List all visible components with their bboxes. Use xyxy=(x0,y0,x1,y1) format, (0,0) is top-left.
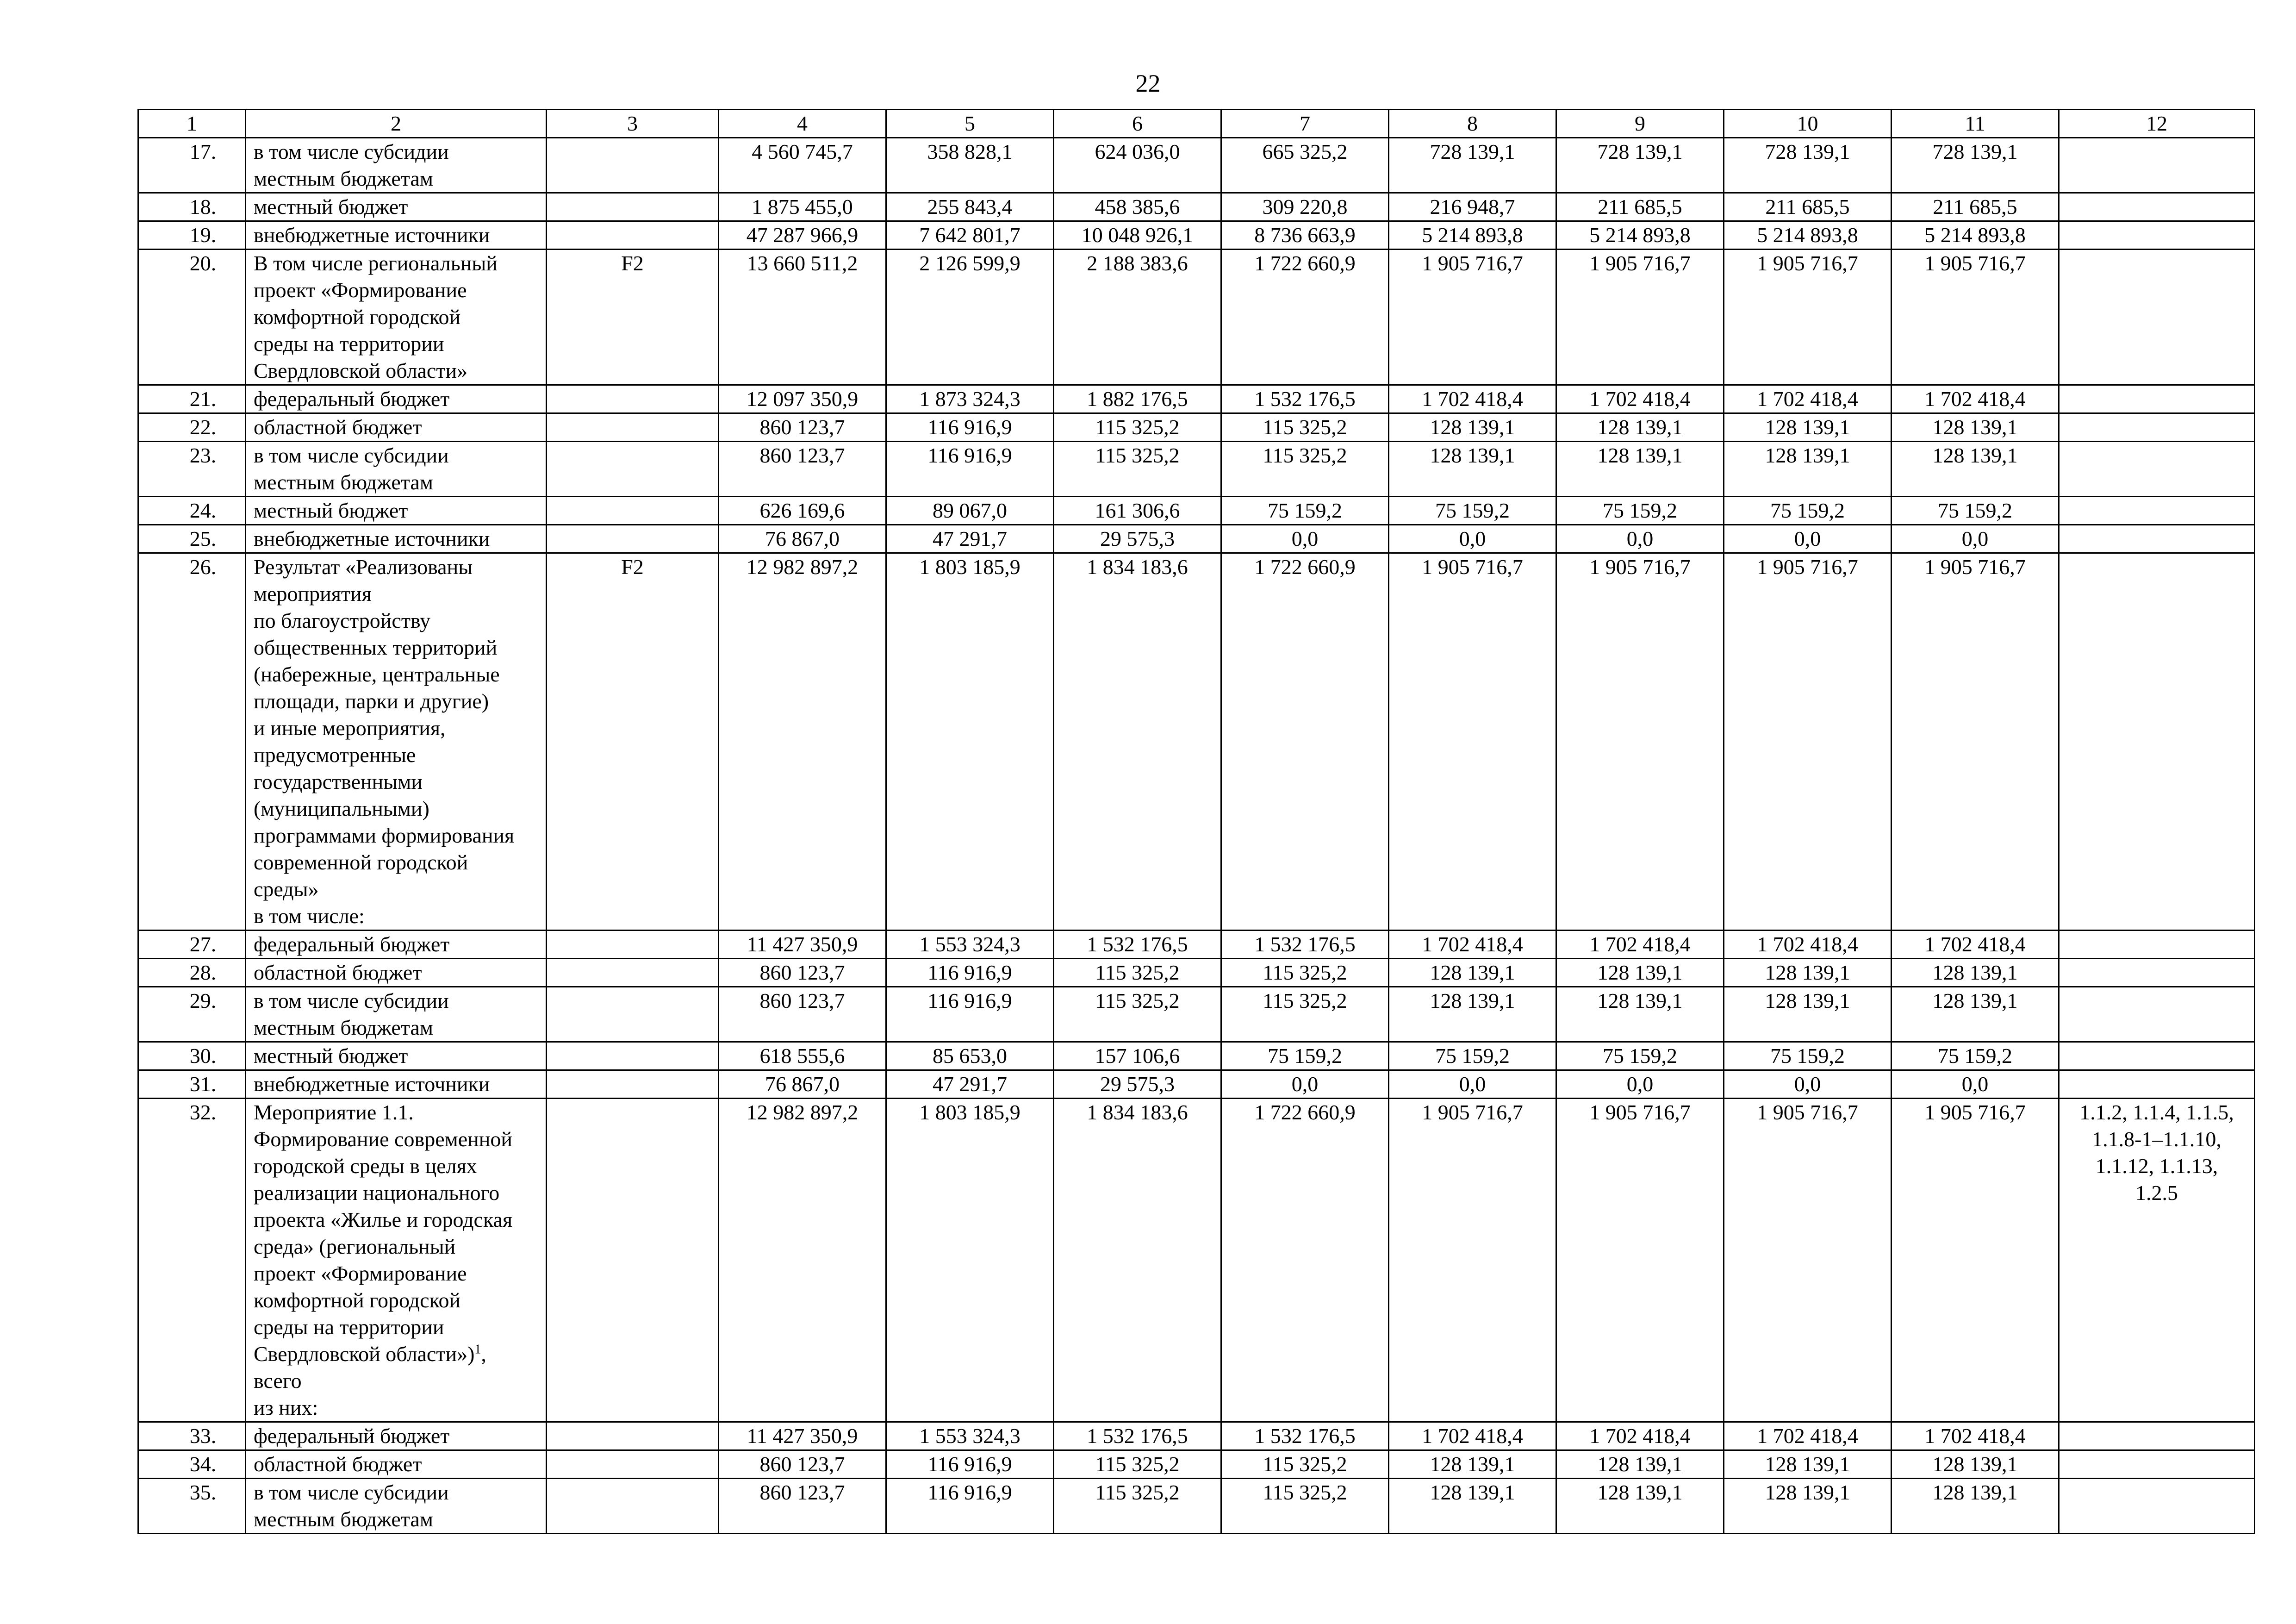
value-cell: 116 916,9 xyxy=(886,1450,1054,1479)
row-code xyxy=(547,385,719,413)
value-cell: 115 325,2 xyxy=(1054,413,1221,442)
header-cell: 12 xyxy=(2059,110,2255,138)
value-cell: 1 905 716,7 xyxy=(1556,250,1724,385)
table-row xyxy=(138,931,2255,959)
table-row xyxy=(138,442,2255,497)
value-cell: 12 982 897,2 xyxy=(719,553,886,931)
value-cell: 75 159,2 xyxy=(1389,1042,1556,1070)
value-cell: 128 139,1 xyxy=(1724,987,1892,1042)
value-cell: 1 702 418,4 xyxy=(1724,1422,1892,1450)
value-cell: 29 575,3 xyxy=(1054,525,1221,553)
value-cell: 1 905 716,7 xyxy=(1892,1099,2059,1422)
value-cell: 216 948,7 xyxy=(1389,193,1556,221)
value-cell: 860 123,7 xyxy=(719,1479,886,1534)
row-reference xyxy=(2059,442,2255,497)
value-cell: 128 139,1 xyxy=(1389,987,1556,1042)
value-cell: 8 736 663,9 xyxy=(1221,221,1389,250)
value-cell: 358 828,1 xyxy=(886,138,1054,193)
value-cell: 1 873 324,3 xyxy=(886,385,1054,413)
value-cell: 1 834 183,6 xyxy=(1054,1099,1221,1422)
row-name-text: федеральный бюджет xyxy=(254,387,450,411)
table-row xyxy=(138,497,2255,525)
row-code xyxy=(547,1422,719,1450)
header-cell: 3 xyxy=(547,110,719,138)
row-reference xyxy=(2059,931,2255,959)
header-cell: 5 xyxy=(886,110,1054,138)
value-cell: 1 702 418,4 xyxy=(1892,1422,2059,1450)
value-cell: 624 036,0 xyxy=(1054,138,1221,193)
row-name xyxy=(246,138,547,193)
row-number: 20. xyxy=(138,250,246,385)
value-cell: 1 702 418,4 xyxy=(1892,385,2059,413)
table-row xyxy=(138,1070,2255,1099)
header-cell: 6 xyxy=(1054,110,1221,138)
value-cell: 115 325,2 xyxy=(1054,1479,1221,1534)
row-code xyxy=(547,1479,719,1534)
value-cell: 5 214 893,8 xyxy=(1389,221,1556,250)
value-cell: 0,0 xyxy=(1556,525,1724,553)
value-cell: 115 325,2 xyxy=(1054,442,1221,497)
value-cell: 1 702 418,4 xyxy=(1724,931,1892,959)
row-code xyxy=(547,525,719,553)
table-row xyxy=(138,1042,2255,1070)
value-cell: 618 555,6 xyxy=(719,1042,886,1070)
row-number: 35. xyxy=(138,1479,246,1534)
row-reference xyxy=(2059,959,2255,987)
value-cell: 1 875 455,0 xyxy=(719,193,886,221)
header-cell: 9 xyxy=(1556,110,1724,138)
row-name-text: внебюджетные источники xyxy=(254,1072,490,1096)
row-name-text: внебюджетные источники xyxy=(254,527,490,550)
value-cell: 1 702 418,4 xyxy=(1724,385,1892,413)
value-cell: 1 532 176,5 xyxy=(1221,385,1389,413)
value-cell: 860 123,7 xyxy=(719,1450,886,1479)
row-name xyxy=(246,1479,547,1534)
row-name xyxy=(246,250,547,385)
value-cell: 1 532 176,5 xyxy=(1054,1422,1221,1450)
table-row xyxy=(138,250,2255,385)
value-cell: 1 722 660,9 xyxy=(1221,1099,1389,1422)
row-name xyxy=(246,959,547,987)
row-name xyxy=(246,1070,547,1099)
value-cell: 2 188 383,6 xyxy=(1054,250,1221,385)
header-cell: 2 xyxy=(246,110,547,138)
value-cell: 728 139,1 xyxy=(1556,138,1724,193)
row-reference xyxy=(2059,553,2255,931)
value-cell: 0,0 xyxy=(1892,525,2059,553)
row-number: 27. xyxy=(138,931,246,959)
value-cell: 161 306,6 xyxy=(1054,497,1221,525)
value-cell: 115 325,2 xyxy=(1054,987,1221,1042)
row-code xyxy=(547,221,719,250)
value-cell: 5 214 893,8 xyxy=(1892,221,2059,250)
value-cell: 5 214 893,8 xyxy=(1724,221,1892,250)
row-name xyxy=(246,931,547,959)
value-cell: 0,0 xyxy=(1556,1070,1724,1099)
value-cell: 1 702 418,4 xyxy=(1389,931,1556,959)
value-cell: 128 139,1 xyxy=(1724,413,1892,442)
row-code xyxy=(547,1099,719,1422)
value-cell: 157 106,6 xyxy=(1054,1042,1221,1070)
row-reference xyxy=(2059,497,2255,525)
row-number: 19. xyxy=(138,221,246,250)
value-cell: 128 139,1 xyxy=(1892,442,2059,497)
value-cell: 75 159,2 xyxy=(1724,497,1892,525)
value-cell: 1 702 418,4 xyxy=(1892,931,2059,959)
value-cell: 115 325,2 xyxy=(1221,987,1389,1042)
row-name-text: федеральный бюджет xyxy=(254,932,450,956)
table-row xyxy=(138,385,2255,413)
value-cell: 116 916,9 xyxy=(886,413,1054,442)
header-row xyxy=(138,110,2255,138)
value-cell: 115 325,2 xyxy=(1221,959,1389,987)
table-row xyxy=(138,1479,2255,1534)
value-cell: 128 139,1 xyxy=(1389,1479,1556,1534)
row-number: 32. xyxy=(138,1099,246,1422)
value-cell: 75 159,2 xyxy=(1389,497,1556,525)
row-code: F2 xyxy=(547,250,719,385)
row-name xyxy=(246,525,547,553)
value-cell: 11 427 350,9 xyxy=(719,1422,886,1450)
row-reference xyxy=(2059,987,2255,1042)
value-cell: 128 139,1 xyxy=(1892,959,2059,987)
value-cell: 1 702 418,4 xyxy=(1556,931,1724,959)
value-cell: 0,0 xyxy=(1389,525,1556,553)
value-cell: 211 685,5 xyxy=(1892,193,2059,221)
value-cell: 128 139,1 xyxy=(1556,959,1724,987)
header-cell: 1 xyxy=(138,110,246,138)
row-name xyxy=(246,1099,547,1422)
value-cell: 128 139,1 xyxy=(1724,1450,1892,1479)
value-cell: 1 553 324,3 xyxy=(886,931,1054,959)
row-number: 22. xyxy=(138,413,246,442)
row-reference xyxy=(2059,1450,2255,1479)
header-cell: 11 xyxy=(1892,110,2059,138)
value-cell: 13 660 511,2 xyxy=(719,250,886,385)
row-name xyxy=(246,221,547,250)
value-cell: 860 123,7 xyxy=(719,442,886,497)
value-cell: 1 702 418,4 xyxy=(1556,1422,1724,1450)
row-reference xyxy=(2059,1042,2255,1070)
row-code xyxy=(547,413,719,442)
row-name-text: в том числе субсидии местным бюджетам xyxy=(254,1480,449,1531)
value-cell: 128 139,1 xyxy=(1389,413,1556,442)
row-code xyxy=(547,931,719,959)
row-name xyxy=(246,193,547,221)
row-reference xyxy=(2059,138,2255,193)
value-cell: 860 123,7 xyxy=(719,987,886,1042)
value-cell: 1 702 418,4 xyxy=(1556,385,1724,413)
row-number: 18. xyxy=(138,193,246,221)
row-code xyxy=(547,1450,719,1479)
row-name xyxy=(246,497,547,525)
row-number: 31. xyxy=(138,1070,246,1099)
row-name-text: областной бюджет xyxy=(254,1452,422,1476)
value-cell: 115 325,2 xyxy=(1054,1450,1221,1479)
value-cell: 626 169,6 xyxy=(719,497,886,525)
row-name-text: областной бюджет xyxy=(254,961,422,984)
row-name-text: в том числе субсидии местным бюджетам xyxy=(254,443,449,494)
row-name xyxy=(246,553,547,931)
value-cell: 75 159,2 xyxy=(1556,1042,1724,1070)
row-reference xyxy=(2059,1070,2255,1099)
value-cell: 1 882 176,5 xyxy=(1054,385,1221,413)
row-reference xyxy=(2059,1479,2255,1534)
value-cell: 0,0 xyxy=(1389,1070,1556,1099)
row-number: 34. xyxy=(138,1450,246,1479)
row-code xyxy=(547,1042,719,1070)
table-row xyxy=(138,553,2255,931)
value-cell: 76 867,0 xyxy=(719,525,886,553)
row-code: F2 xyxy=(547,553,719,931)
table-row xyxy=(138,1422,2255,1450)
value-cell: 1 702 418,4 xyxy=(1389,1422,1556,1450)
value-cell: 1 905 716,7 xyxy=(1389,553,1556,931)
value-cell: 128 139,1 xyxy=(1389,959,1556,987)
value-cell: 0,0 xyxy=(1221,525,1389,553)
table-row xyxy=(138,987,2255,1042)
row-reference xyxy=(2059,413,2255,442)
row-reference: 1.1.2, 1.1.4, 1.1.5, 1.1.8-1–1.1.10, 1.1.12, 1.1.13, 1.2.5 xyxy=(2059,1099,2255,1422)
value-cell: 115 325,2 xyxy=(1221,442,1389,497)
value-cell: 128 139,1 xyxy=(1724,442,1892,497)
value-cell: 75 159,2 xyxy=(1221,1042,1389,1070)
value-cell: 128 139,1 xyxy=(1892,1450,2059,1479)
row-code xyxy=(547,442,719,497)
row-name-text: внебюджетные источники xyxy=(254,223,490,247)
value-cell: 1 905 716,7 xyxy=(1724,250,1892,385)
value-cell: 4 560 745,7 xyxy=(719,138,886,193)
header-cell: 7 xyxy=(1221,110,1389,138)
value-cell: 1 532 176,5 xyxy=(1221,1422,1389,1450)
value-cell: 1 905 716,7 xyxy=(1389,250,1556,385)
value-cell: 128 139,1 xyxy=(1389,1450,1556,1479)
header-cell: 8 xyxy=(1389,110,1556,138)
value-cell: 116 916,9 xyxy=(886,442,1054,497)
row-number: 29. xyxy=(138,987,246,1042)
value-cell: 75 159,2 xyxy=(1221,497,1389,525)
value-cell: 0,0 xyxy=(1221,1070,1389,1099)
row-name-text: Мероприятие 1.1. Формирование современной городской среды в целях реализации национального проекта «Жилье и городская среда» (региональный проект «Формирование комфортной городской среды на территории Свердловской области») xyxy=(254,1100,513,1366)
value-cell: 1 532 176,5 xyxy=(1054,931,1221,959)
value-cell: 458 385,6 xyxy=(1054,193,1221,221)
header-cell: 4 xyxy=(719,110,886,138)
row-name-text: в том числе субсидии местным бюджетам xyxy=(254,989,449,1039)
value-cell: 1 722 660,9 xyxy=(1221,250,1389,385)
table-row xyxy=(138,221,2255,250)
value-cell: 12 097 350,9 xyxy=(719,385,886,413)
value-cell: 116 916,9 xyxy=(886,959,1054,987)
value-cell: 728 139,1 xyxy=(1892,138,2059,193)
row-name xyxy=(246,442,547,497)
value-cell: 2 126 599,9 xyxy=(886,250,1054,385)
value-cell: 12 982 897,2 xyxy=(719,1099,886,1422)
value-cell: 47 291,7 xyxy=(886,1070,1054,1099)
row-number: 24. xyxy=(138,497,246,525)
value-cell: 115 325,2 xyxy=(1221,413,1389,442)
row-reference xyxy=(2059,193,2255,221)
row-name-text: федеральный бюджет xyxy=(254,1424,450,1448)
value-cell: 1 905 716,7 xyxy=(1724,553,1892,931)
value-cell: 665 325,2 xyxy=(1221,138,1389,193)
value-cell: 1 905 716,7 xyxy=(1892,553,2059,931)
row-name xyxy=(246,987,547,1042)
row-name xyxy=(246,1422,547,1450)
value-cell: 5 214 893,8 xyxy=(1556,221,1724,250)
row-reference xyxy=(2059,250,2255,385)
value-cell: 75 159,2 xyxy=(1892,1042,2059,1070)
value-cell: 211 685,5 xyxy=(1724,193,1892,221)
row-number: 21. xyxy=(138,385,246,413)
row-name-tail: , всего из них: xyxy=(254,1342,486,1419)
value-cell: 115 325,2 xyxy=(1221,1450,1389,1479)
value-cell: 29 575,3 xyxy=(1054,1070,1221,1099)
value-cell: 76 867,0 xyxy=(719,1070,886,1099)
row-name xyxy=(246,385,547,413)
row-code xyxy=(547,193,719,221)
value-cell: 128 139,1 xyxy=(1892,987,2059,1042)
row-code xyxy=(547,497,719,525)
row-number: 26. xyxy=(138,553,246,931)
value-cell: 47 291,7 xyxy=(886,525,1054,553)
value-cell: 115 325,2 xyxy=(1054,959,1221,987)
row-name xyxy=(246,1450,547,1479)
value-cell: 128 139,1 xyxy=(1556,413,1724,442)
value-cell: 89 067,0 xyxy=(886,497,1054,525)
value-cell: 7 642 801,7 xyxy=(886,221,1054,250)
table-row xyxy=(138,1099,2255,1422)
row-reference xyxy=(2059,385,2255,413)
value-cell: 1 905 716,7 xyxy=(1892,250,2059,385)
value-cell: 116 916,9 xyxy=(886,1479,1054,1534)
budget-table xyxy=(137,109,2255,1534)
value-cell: 1 834 183,6 xyxy=(1054,553,1221,931)
row-number: 23. xyxy=(138,442,246,497)
value-cell: 128 139,1 xyxy=(1389,442,1556,497)
row-number: 30. xyxy=(138,1042,246,1070)
value-cell: 128 139,1 xyxy=(1724,1479,1892,1534)
row-name-text: местный бюджет xyxy=(254,499,408,522)
row-code xyxy=(547,959,719,987)
value-cell: 128 139,1 xyxy=(1556,442,1724,497)
row-name-text: местный бюджет xyxy=(254,195,408,219)
value-cell: 1 722 660,9 xyxy=(1221,553,1389,931)
value-cell: 1 702 418,4 xyxy=(1389,385,1556,413)
value-cell: 0,0 xyxy=(1724,1070,1892,1099)
value-cell: 128 139,1 xyxy=(1556,1479,1724,1534)
value-cell: 75 159,2 xyxy=(1556,497,1724,525)
table-row xyxy=(138,193,2255,221)
value-cell: 1 803 185,9 xyxy=(886,553,1054,931)
value-cell: 116 916,9 xyxy=(886,987,1054,1042)
value-cell: 211 685,5 xyxy=(1556,193,1724,221)
value-cell: 85 653,0 xyxy=(886,1042,1054,1070)
value-cell: 11 427 350,9 xyxy=(719,931,886,959)
table-row xyxy=(138,138,2255,193)
row-name-text: в том числе субсидии местным бюджетам xyxy=(254,140,449,190)
value-cell: 309 220,8 xyxy=(1221,193,1389,221)
value-cell: 728 139,1 xyxy=(1389,138,1556,193)
value-cell: 1 905 716,7 xyxy=(1556,1099,1724,1422)
row-name-text: Результат «Реализованы мероприятия по благоустройству общественных территорий (набережные, центральные площади, парки и другие) и иные мероприятия, предусмотренные государственными (муниципальными) программами формирования современной городской среды» в том числе: xyxy=(254,555,515,928)
row-name xyxy=(246,1042,547,1070)
row-name-text: В том числе региональный проект «Формирование комфортной городской среды на территории Свердловской области» xyxy=(254,251,498,382)
value-cell: 1 803 185,9 xyxy=(886,1099,1054,1422)
value-cell: 128 139,1 xyxy=(1892,1479,2059,1534)
value-cell: 1 905 716,7 xyxy=(1556,553,1724,931)
row-name-text: областной бюджет xyxy=(254,415,422,439)
table-row xyxy=(138,959,2255,987)
value-cell: 75 159,2 xyxy=(1724,1042,1892,1070)
row-reference xyxy=(2059,1422,2255,1450)
value-cell: 860 123,7 xyxy=(719,413,886,442)
table-row xyxy=(138,525,2255,553)
value-cell: 0,0 xyxy=(1892,1070,2059,1099)
value-cell: 1 553 324,3 xyxy=(886,1422,1054,1450)
value-cell: 1 532 176,5 xyxy=(1221,931,1389,959)
table-row xyxy=(138,413,2255,442)
value-cell: 128 139,1 xyxy=(1556,1450,1724,1479)
value-cell: 728 139,1 xyxy=(1724,138,1892,193)
row-code xyxy=(547,987,719,1042)
value-cell: 10 048 926,1 xyxy=(1054,221,1221,250)
value-cell: 860 123,7 xyxy=(719,959,886,987)
value-cell: 47 287 966,9 xyxy=(719,221,886,250)
row-name xyxy=(246,413,547,442)
row-name-text: местный бюджет xyxy=(254,1044,408,1068)
header-cell: 10 xyxy=(1724,110,1892,138)
value-cell: 255 843,4 xyxy=(886,193,1054,221)
value-cell: 1 905 716,7 xyxy=(1389,1099,1556,1422)
row-number: 33. xyxy=(138,1422,246,1450)
value-cell: 128 139,1 xyxy=(1724,959,1892,987)
table-row xyxy=(138,1450,2255,1479)
row-code xyxy=(547,1070,719,1099)
row-code xyxy=(547,138,719,193)
row-reference xyxy=(2059,221,2255,250)
row-number: 25. xyxy=(138,525,246,553)
row-reference xyxy=(2059,525,2255,553)
row-number: 17. xyxy=(138,138,246,193)
value-cell: 128 139,1 xyxy=(1556,987,1724,1042)
value-cell: 128 139,1 xyxy=(1892,413,2059,442)
footnote-mark: 1 xyxy=(474,1342,481,1357)
value-cell: 1 905 716,7 xyxy=(1724,1099,1892,1422)
value-cell: 115 325,2 xyxy=(1221,1479,1389,1534)
page-number: 22 xyxy=(1135,69,1161,97)
value-cell: 75 159,2 xyxy=(1892,497,2059,525)
value-cell: 0,0 xyxy=(1724,525,1892,553)
row-number: 28. xyxy=(138,959,246,987)
